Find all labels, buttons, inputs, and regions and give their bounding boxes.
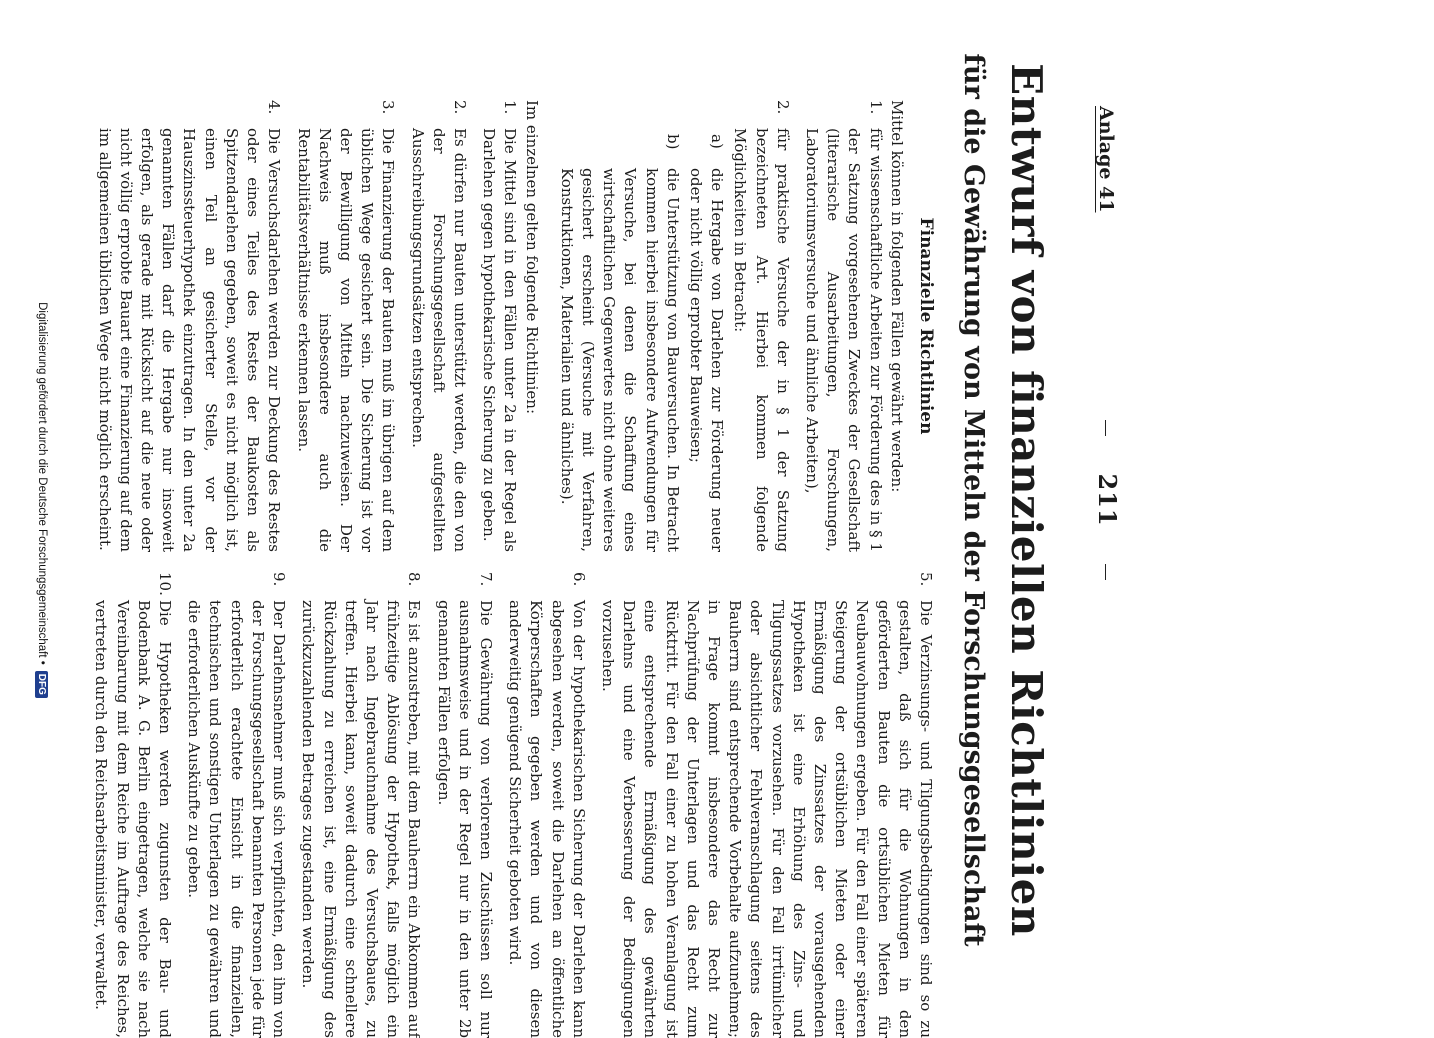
rule-number: 8. [405, 572, 424, 587]
subitem [556, 128, 683, 552]
rule-number: 4. [265, 100, 284, 115]
section-heading: Finanzielle Richtlinien [916, 217, 936, 435]
document-title: Entwurf von finanziellen Richtlinien [1002, 63, 1051, 937]
folio-dash-left [1105, 420, 1106, 436]
item-text: für praktische Versuche der in § 1 der Satzung bezeichneten Art. Hierbei kommen folgende Möglichkeiten in Betracht: [731, 128, 792, 552]
subitem-list [556, 100, 728, 552]
rule-number: 7. [476, 572, 495, 587]
right-column [82, 572, 936, 1038]
rule-text: Der Darlehnsnehmer muß sich verpflichten, den ihm von der Forschungsgesellschaft benannten Personen jede für erforderlich erachtete Einsicht in die finanziellen, technischen und sonstigen Unterlagen zu gewähren und die erforderlichen Auskünfte zu geben. [185, 600, 289, 1038]
rule-item [504, 572, 589, 1038]
rule-item [90, 572, 175, 1038]
rule-text: Es dürfen nur Bauten unterstützt werden, die den von der Forschungsgesellschaft aufgestellten Ausschreibungsgrundsätzen entsprechen. [408, 128, 469, 552]
folio-dash-right [1105, 564, 1106, 580]
item-number: 1. [866, 100, 885, 115]
subitem [685, 128, 727, 552]
rule-number: 2. [450, 100, 469, 115]
spacer [542, 100, 554, 552]
rule-text: Von der hypothekarischen Sicherung der Darlehen kann abgesehen werden, soweit die Darlehen an öffentliche Körperschaften gegeben werden und von diesen anderweitig genügend Sicherheit geboten wird. [506, 600, 588, 1038]
subitem-label: a) [708, 134, 727, 149]
rule-item [297, 572, 424, 1038]
page-number: 211 [1093, 473, 1122, 527]
rule-item [93, 100, 284, 552]
rule-number: 5. [917, 572, 935, 587]
rule-text: Es ist anzustreben, mit dem Bauherrn ein Abkommen auf frühzeitige Ablösung der Hypothek, falls möglich ein Jahr nach Ingebrauchnahme des Versuchsbaues, zu treffen. Hierbei kann, soweit dadurch eine schnellere Rückzahlung zu erreichen ist, eine Ermäßigung des zurückzuzahlenden Betrages zugestanden werden. [299, 600, 424, 1038]
rule-text: Die Verzinsungs- und Tilgungsbedingungen sind so zu gestalten, daß sich für die Wohnungen in den geförderten Bauten die ortsüblichen Mieten für Neubauwohnungen ergeben. Für den Fall einer späteren Steigerung der ortsüblichen Mieten oder einer Ermäßigung des Zinssatzes der vorausgehenden Hypotheken ist eine Erhöhung des Zins- und Tilgungssatzes vorzusehen. Für den Fall irrtümlicher oder absichtlicher Fehlveranschlagung seitens des Bauherrn sind entsprechende Vorbehalte aufzunehmen; in Frage kommt insbesondere das Recht zur Nachprüfung der Unterlagen und das Recht zum Rücktritt. Für den Fall einer zu hohen Veranlagung ist eine entsprechende Ermäßigung des gewährten Darlehns und eine Verbesserung der Bedingungen vorzusehen. [598, 600, 935, 1038]
rule-number: 9. [270, 572, 289, 587]
list-item [801, 100, 886, 552]
rule-number: 6. [569, 572, 588, 587]
left-column [85, 100, 936, 552]
intro-text-2: Im einzelnen gelten folgende Richtlinien: [522, 100, 541, 414]
rule-text: Die Versuchsdarlehen werden zur Deckung des Restes oder eines Teiles des Restes der Baukosten als Spitzendarlehen gegeben, soweit es nicht möglich ist, einen Teil an gesicherter Stelle, vor der Hauszinssteuerhypothek einzutragen. In den unter 2a genannten Fällen darf die Hergabe nur insoweit erfolgen, als gerade mit Rücksicht auf die neue oder nicht völlig erprobte Bauart eine Finanzierung auf dem im allgemeinen üblichen Wege nicht möglich erscheint. [95, 128, 284, 552]
rule-item [597, 572, 936, 1038]
rule-text: Die Finanzierung der Bauten muß im übrigen auf dem üblichen Wege gesichert sein. Die Sicherung ist vor der Bewilligung von Mitteln nachzuweisen. Der Nachweis muß insbesondere auch die Rentabilitätsverhältnisse erkennen lassen. [294, 128, 398, 552]
rule-number: 10. [156, 572, 175, 596]
rule-number: 3. [379, 100, 398, 115]
rule-number: 1. [501, 100, 520, 115]
dfg-logo: DFG [36, 671, 49, 698]
item-text: für wissenschaftliche Arbeiten zur Förderung des in § 1 der Satzung vorgesehenen Zweckes der Gesellschaft (literarische Ausarbeitungen, Forschungen, Laboratoriumsversuche und ähnliche Arbeiten), [802, 128, 885, 552]
document-subtitle: für die Gewährung von Mitteln der Forschungsgesellschaft [958, 53, 989, 947]
rule-text: Die Hypotheken werden zugunsten der Bau- und Bodenbank A. G. Berlin eingetragen, welche sie nach Vereinbarung mit dem Reiche im Auftrage des Reiches, vertreten durch den Reichsarbeitsminister, verwaltet. [92, 600, 175, 1038]
digitization-credit [28, 8, 56, 992]
intro-text: Mittel können in folgenden Fällen gewährt werden: [887, 100, 906, 493]
subitem-text: die Hergabe von Darlehen zur Förderung neuer oder nicht völlig erprobter Bauweisen; [686, 168, 727, 552]
rule-item [292, 100, 398, 552]
rule-text: Die Mittel sind in den Fällen unter 2a in der Regel als Darlehen gegen hypothekarische Sicherung zu geben. [480, 128, 520, 552]
credit-text: Digitalisierung gefördert durch die Deutsche Forschungsgemeinschaft • [36, 302, 48, 665]
subitem-text: die Unterstützung von Bauversuchen. In Betracht kommen hierbei insbesondere Aufwendungen für Versuche, bei denen die Schaffung eines wirtschaftlichen Gegenwertes nicht ohne weiteres gesichert erscheint (Versuche mit Verfahren, Konstruktionen, Materialien und ähnliches). [557, 168, 682, 552]
rule-text: Die Gewährung von verlorenen Zuschüssen soll nur ausnahmsweise und in der Regel nur in den unter 2b genannten Fällen erfolgen. [434, 600, 495, 1038]
rule-item [432, 572, 496, 1038]
rule-item [478, 100, 520, 552]
rule-item [183, 572, 289, 1038]
rule-item [406, 100, 470, 552]
item-number: 2. [773, 100, 792, 115]
annex-label: Anlage 41 [1095, 106, 1117, 213]
list-item [729, 100, 793, 552]
subitem-label: b) [663, 134, 682, 150]
